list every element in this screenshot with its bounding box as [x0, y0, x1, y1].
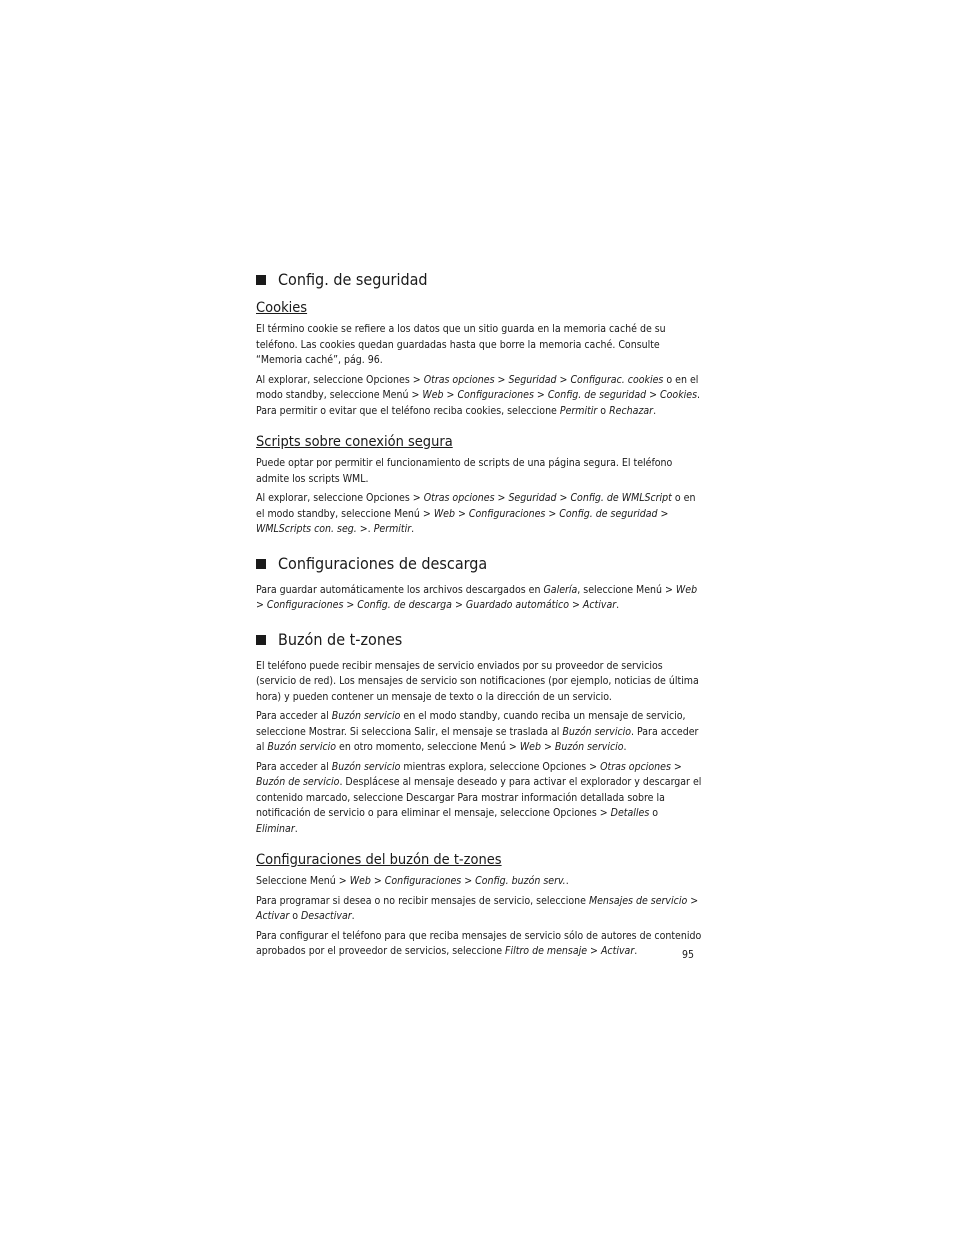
page-number: 95 [682, 949, 695, 961]
paragraph: Al explorar, seleccione Opciones > Otras opciones > Seguridad > Config. de WMLScript o en el modo standby, seleccione Menú > Web > Configuraciones > Config. de seguridad > WMLScripts con. seg. >. Permitir. [256, 492, 696, 535]
bullet-square-icon [256, 275, 266, 285]
paragraph: Para configurar el teléfono para que reciba mensajes de servicio sólo de autores de contenido aprobados por el proveedor de servicios, seleccione Filtro de mensaje > Activar. [256, 929, 702, 957]
bullet-square-icon [256, 559, 266, 569]
section-heading: Configuraciones de descarga [256, 554, 702, 574]
paragraph: El término cookie se refiere a los datos que un sitio guarda en la memoria caché de su teléfono. Las cookies quedan guardadas hasta que borre la memoria caché. Consulte “Memoria caché”, pág. 96. [256, 323, 666, 366]
bullet-square-icon [256, 635, 266, 645]
paragraph: Para acceder al Buzón servicio en el modo standby, cuando reciba un mensaje de servicio, seleccione Mostrar. Si selecciona Salir, el mensaje se traslada al Buzón servicio. Para acceder al Buzón servicio en otro momento, seleccione Menú > Web > Buzón servicio. [256, 710, 699, 753]
subsection-heading: Configuraciones del buzón de t-zones [256, 852, 502, 868]
section-heading: Buzón de t-zones [256, 630, 702, 650]
paragraph: Para acceder al Buzón servicio mientras explora, seleccione Opciones > Otras opciones > Buzón de servicio. Desplácese al mensaje deseado y para activar el explorador y descargar el contenido marcado, seleccione Descargar Para mostrar información detallada sobre la notificación de servicio o para eliminar el mensaje, seleccione Opciones > Detalles o Eliminar. [256, 760, 702, 835]
subsection-heading: Scripts sobre conexión segura [256, 434, 453, 450]
subsection-heading: Cookies [256, 300, 308, 316]
section-heading: Config. de seguridad [256, 270, 702, 290]
paragraph: Puede optar por permitir el funcionamiento de scripts de una página segura. El teléfono admite los scripts WML. [256, 457, 673, 485]
paragraph: Para programar si desea o no recibir mensajes de servicio, seleccione Mensajes de servicio > Activar o Desactivar. [256, 894, 699, 922]
paragraph: Al explorar, seleccione Opciones > Otras opciones > Seguridad > Configurac. cookies o en el modo standby, seleccione Menú > Web > Configuraciones > Config. de seguridad > Cookies. Para permitir o evitar que el teléfono reciba cookies, seleccione Permitir o Rechazar. [256, 373, 701, 417]
paragraph: Para guardar automáticamente los archivos descargados en Galería, seleccione Menú > Web > Configuraciones > Config. de descarga > Guardado automático > Activar. [256, 583, 698, 611]
page-content [256, 270, 702, 964]
paragraph: Seleccione Menú > Web > Configuraciones > Config. buzón serv.. [256, 875, 569, 887]
paragraph: El teléfono puede recibir mensajes de servicio enviados por su proveedor de servicios (servicio de red). Los mensajes de servicio son notificaciones (por ejemplo, noticias de última hora) y pueden contener un mensaje de texto o la dirección de un servicio. [256, 659, 699, 703]
